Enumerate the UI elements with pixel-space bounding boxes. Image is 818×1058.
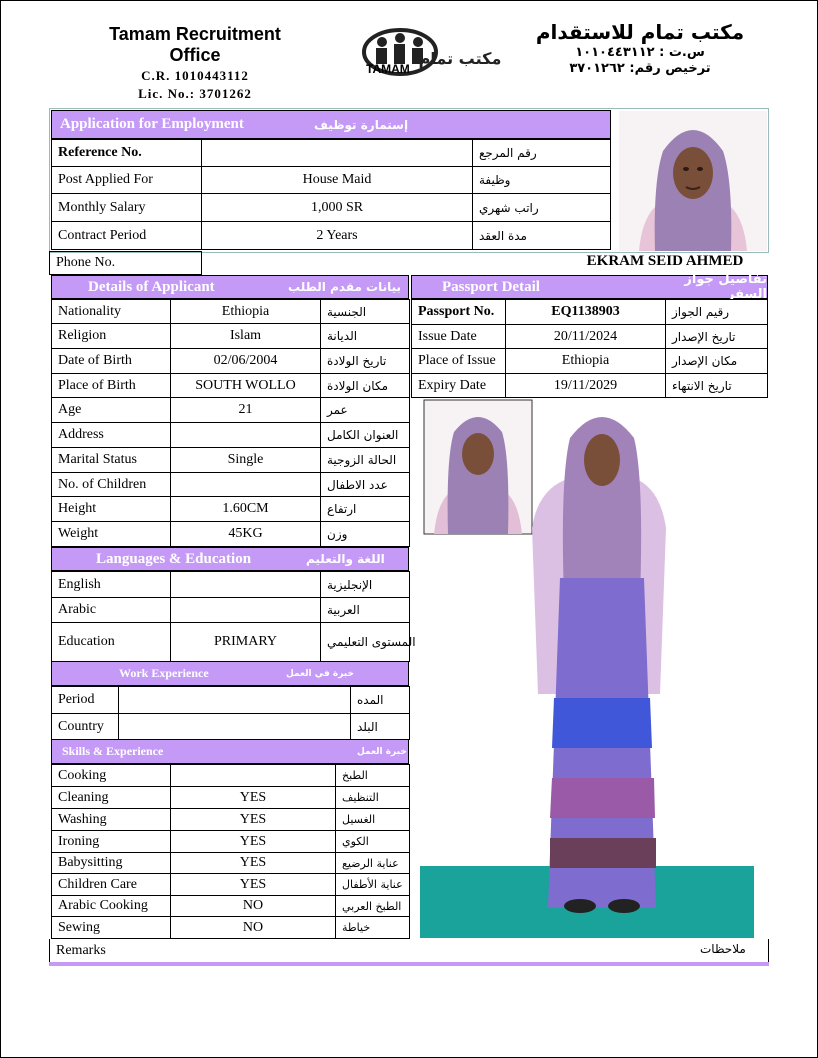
work-label-arabic: البلد <box>350 713 410 740</box>
skill-label-arabic: خياطة <box>335 916 410 939</box>
detail-label-arabic: الديانة <box>320 323 410 349</box>
passport-label: Issue Date <box>411 324 506 349</box>
details-title-arabic: بيانات مقدم الطلب <box>288 280 402 294</box>
detail-label: Marital Status <box>51 447 171 473</box>
detail-value <box>170 422 321 448</box>
skill-label-arabic: الكوي <box>335 830 410 853</box>
applicant-headshot <box>619 111 767 251</box>
skills-title-arabic: خبرة العمل <box>357 746 407 757</box>
salary-label: Monthly Salary <box>51 193 202 222</box>
contract-label: Contract Period <box>51 221 202 250</box>
languages-title-bar <box>51 547 409 571</box>
detail-value: 21 <box>170 397 321 423</box>
passport-label: Expiry Date <box>411 373 506 398</box>
remarks-row <box>49 939 769 963</box>
detail-label-arabic: الحالة الزوجية <box>320 447 410 473</box>
skill-label-arabic: عناية الرضيع <box>335 852 410 874</box>
detail-label-arabic: عدد الاطفال <box>320 472 410 497</box>
detail-value: 02/06/2004 <box>170 348 321 374</box>
detail-label: Age <box>51 397 171 423</box>
remarks-label-arabic: ملاحظات <box>700 942 746 956</box>
language-label: Education <box>51 622 171 662</box>
detail-label: Height <box>51 496 171 522</box>
passport-value: 20/11/2024 <box>505 324 666 349</box>
skill-label: Arabic Cooking <box>51 895 171 917</box>
detail-label: Address <box>51 422 171 448</box>
reference-label-arabic: رقم المرجع <box>472 139 611 167</box>
post-value: House Maid <box>201 166 473 194</box>
skill-label-arabic: الغسيل <box>335 808 410 831</box>
cr-number-arabic: س.ت : ١٠١٠٤٤٣١١٢ <box>575 45 705 60</box>
applicant-name: EKRAM SEID AHMED <box>586 253 744 269</box>
passport-title-bar <box>411 272 768 302</box>
skill-label: Washing <box>51 808 171 831</box>
language-label-arabic: المستوى التعليمي <box>320 622 410 662</box>
passport-label-arabic: تاريخ الانتهاء <box>665 373 768 398</box>
work-label-arabic: المده <box>350 686 410 714</box>
detail-value: 45KG <box>170 521 321 547</box>
skill-value: YES <box>170 873 336 896</box>
contract-label-arabic: مدة العقد <box>472 221 611 250</box>
office-header-arabic <box>520 20 760 76</box>
skill-label: Ironing <box>51 830 171 853</box>
detail-value: Ethiopia <box>170 299 321 324</box>
passport-title: Passport Detail <box>442 278 540 295</box>
office-header-english <box>85 24 305 102</box>
work-value <box>118 713 351 740</box>
language-label: Arabic <box>51 597 171 623</box>
application-title-arabic: إستمارة توظيف <box>314 117 409 132</box>
detail-label-arabic: عمر <box>320 397 410 423</box>
contract-value: 2 Years <box>201 221 473 250</box>
skill-value: YES <box>170 830 336 853</box>
work-title-arabic: خبرة في العمل <box>286 668 354 679</box>
passport-value: Ethiopia <box>505 348 666 374</box>
language-label: English <box>51 571 171 598</box>
detail-label: Nationality <box>51 299 171 324</box>
detail-label: Religion <box>51 323 171 349</box>
logo-arabic: مكتب تمام <box>418 49 502 68</box>
work-title: Work Experience <box>119 666 209 680</box>
skill-value: YES <box>170 852 336 874</box>
skill-label-arabic: الطبخ العربي <box>335 895 410 917</box>
detail-label: No. of Children <box>51 472 171 497</box>
language-value <box>170 597 321 623</box>
detail-label-arabic: وزن <box>320 521 410 547</box>
detail-label-arabic: تاريخ الولادة <box>320 348 410 374</box>
work-title-bar <box>51 661 409 686</box>
skill-label-arabic: عناية الأطفال <box>335 873 410 896</box>
work-label: Period <box>51 686 119 714</box>
passport-value: EQ1138903 <box>505 299 666 325</box>
skill-label: Cooking <box>51 764 171 787</box>
skill-label-arabic: الطبخ <box>335 764 410 787</box>
skill-label: Babysitting <box>51 852 171 874</box>
reference-label: Reference No. <box>51 139 202 167</box>
detail-label: Date of Birth <box>51 348 171 374</box>
application-title: Application for Employment <box>60 116 244 132</box>
office-name: Tamam Recruitment Office <box>109 24 281 65</box>
languages-title: Languages & Education <box>96 550 252 567</box>
languages-title-arabic: اللغة والتعليم <box>306 552 385 566</box>
skill-label: Children Care <box>51 873 171 896</box>
license-number-arabic: ترخيص رقم: ٣٧٠١٢٦٢ <box>569 61 711 76</box>
skills-title: Skills & Experience <box>62 744 164 758</box>
language-label-arabic: العربية <box>320 597 410 623</box>
work-label: Country <box>51 713 119 740</box>
detail-label: Weight <box>51 521 171 547</box>
remarks-bottom-bar <box>49 962 769 966</box>
detail-label-arabic: ارتفاع <box>320 496 410 522</box>
cr-number: C.R. 1010443112 <box>141 68 249 83</box>
detail-value <box>170 472 321 497</box>
detail-label-arabic: العنوان الكامل <box>320 422 410 448</box>
language-label-arabic: الإنجليزية <box>320 571 410 598</box>
salary-label-arabic: راتب شهري <box>472 193 611 222</box>
applicant-full-photo <box>420 398 754 938</box>
passport-title-arabic: تفاصيل جواز السفر <box>684 272 767 302</box>
passport-label: Place of Issue <box>411 348 506 374</box>
remarks-label: Remarks <box>56 943 106 958</box>
passport-value: 19/11/2029 <box>505 373 666 398</box>
passport-label-arabic: مكان الإصدار <box>665 348 768 374</box>
skill-label: Cleaning <box>51 786 171 809</box>
skill-value <box>170 764 336 787</box>
skill-value: YES <box>170 808 336 831</box>
skill-value: YES <box>170 786 336 809</box>
phone-value <box>201 251 411 275</box>
skill-label: Sewing <box>51 916 171 939</box>
language-value <box>170 571 321 598</box>
post-label: Post Applied For <box>51 166 202 194</box>
post-label-arabic: وظيفة <box>472 166 611 194</box>
detail-value: SOUTH WOLLO <box>170 373 321 398</box>
details-title-bar <box>51 275 409 299</box>
passport-label-arabic: تاريخ الإصدار <box>665 324 768 349</box>
skill-value: NO <box>170 916 336 939</box>
phone-label: Phone No. <box>49 251 202 275</box>
detail-label-arabic: مكان الولادة <box>320 373 410 398</box>
detail-label: Place of Birth <box>51 373 171 398</box>
skill-value: NO <box>170 895 336 917</box>
detail-label-arabic: الجنسية <box>320 299 410 324</box>
skill-label-arabic: التنظيف <box>335 786 410 809</box>
passport-label: Passport No. <box>411 299 506 325</box>
salary-value: 1,000 SR <box>201 193 473 222</box>
office-name-arabic: مكتب تمام للاستقدام <box>535 20 745 44</box>
passport-label-arabic: رقيم الجواز <box>665 299 768 325</box>
detail-value: Islam <box>170 323 321 349</box>
detail-value: Single <box>170 447 321 473</box>
work-value <box>118 686 351 714</box>
language-value: PRIMARY <box>170 622 321 662</box>
license-number: Lic. No.: 3701262 <box>138 86 252 101</box>
skills-title-bar <box>51 739 409 764</box>
logo-text: TAMAM <box>366 62 410 76</box>
details-title: Details of Applicant <box>88 278 215 295</box>
detail-value: 1.60CM <box>170 496 321 522</box>
